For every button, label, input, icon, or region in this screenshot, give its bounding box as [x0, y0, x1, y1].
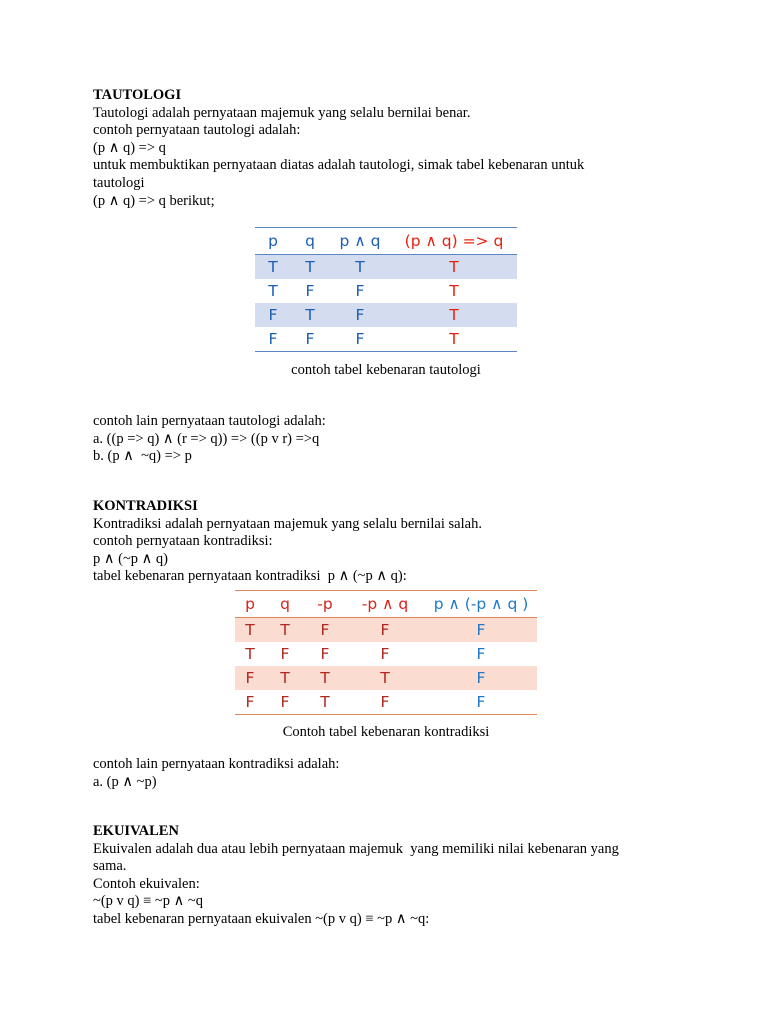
ekuivalen-section — [93, 823, 693, 929]
table-cell: T — [320, 693, 330, 711]
ekuivalen-definition-line2: sama. — [93, 858, 127, 875]
tautologi-other-examples — [93, 413, 693, 466]
table-cell: F — [305, 618, 345, 643]
table-cell: F — [425, 666, 537, 690]
kontradiksi-heading: KONTRADIKSI — [93, 498, 198, 514]
kontradiksi-definition: Kontradiksi adalah pernyataan majemuk yang selalu bernilai salah. — [93, 515, 482, 532]
tautologi-proof-line3: (p ∧ q) => q berikut; — [93, 192, 215, 209]
table-header-cell: q — [291, 228, 329, 255]
table-cell: T — [268, 282, 278, 300]
kontradiksi-example-intro: contoh pernyataan kontradiksi: — [93, 533, 273, 550]
table-cell: F — [235, 666, 265, 690]
table-cell: F — [425, 618, 537, 643]
table-cell: T — [449, 330, 459, 348]
tautologi-example-formula: (p ∧ q) => q — [93, 139, 166, 156]
table-cell: T — [235, 618, 265, 643]
kontradiksi-example-formula: p ∧ (~p ∧ q) — [93, 550, 168, 567]
table-cell: F — [476, 645, 486, 663]
tautologi-definition: Tautologi adalah pernyataan majemuk yang selalu bernilai benar. — [93, 104, 471, 121]
ekuivalen-table-intro: tabel kebenaran pernyataan ekuivalen ~(p v q) ≡ ~p ∧ ~q: — [93, 910, 430, 927]
kontradiksi-other-a: a. (p ∧ ~p) — [93, 773, 157, 790]
table-cell: T — [245, 645, 255, 663]
kontradiksi-other-examples — [93, 756, 693, 791]
table-cell: F — [245, 693, 255, 711]
table-cell: T — [265, 618, 305, 643]
document-page — [93, 87, 693, 378]
table-cell: T — [449, 282, 459, 300]
tautologi-other-intro: contoh lain pernyataan tautologi adalah: — [93, 413, 326, 429]
table-row — [255, 279, 517, 303]
table-cell: F — [476, 693, 486, 711]
table-cell: T — [345, 666, 425, 690]
table-cell: T — [329, 255, 391, 280]
table-cell: T — [291, 303, 329, 327]
ekuivalen-heading: EKUIVALEN — [93, 823, 179, 839]
table-row — [235, 666, 537, 690]
table-cell: F — [320, 645, 330, 663]
tautologi-table-caption: contoh tabel kebenaran tautologi — [291, 362, 481, 378]
table-row — [255, 255, 517, 280]
table-header-row — [255, 228, 517, 255]
table-cell: T — [255, 255, 291, 280]
table-cell: T — [305, 666, 345, 690]
table-cell: F — [305, 330, 315, 348]
table-header-cell: -p — [305, 591, 345, 618]
table-row — [235, 618, 537, 643]
kontradiksi-table-caption: Contoh tabel kebenaran kontradiksi — [282, 724, 490, 740]
table-cell: T — [391, 303, 517, 327]
table-cell: F — [329, 303, 391, 327]
table-cell: T — [265, 666, 305, 690]
tautologi-truth-table — [255, 227, 517, 352]
table-cell: F — [268, 330, 278, 348]
kontradiksi-section — [93, 498, 693, 586]
table-cell: F — [280, 693, 290, 711]
table-header-cell: p — [255, 228, 291, 255]
kontradiksi-table-intro: tabel kebenaran pernyataan kontradiksi p ∧ (~p ∧ q): — [93, 568, 407, 585]
tautologi-proof-line1: untuk membuktikan pernyataan diatas adalah tautologi, simak tabel kebenaran untuk — [93, 157, 585, 174]
table-cell: T — [391, 255, 517, 280]
tautologi-other-a: a. ((p => q) ∧ (r => q)) => ((p v r) =>q — [93, 430, 320, 447]
table-cell: F — [255, 303, 291, 327]
ekuivalen-definition-line1: Ekuivalen adalah dua atau lebih pernyataan majemuk yang memiliki nilai kebenaran yang — [93, 840, 619, 857]
table-cell: F — [380, 645, 390, 663]
table-row — [255, 327, 517, 352]
table-header-cell: q — [265, 591, 305, 618]
table-row — [255, 303, 517, 327]
tautologi-proof-line2: tautologi — [93, 174, 145, 191]
table-row — [235, 690, 537, 715]
tautologi-other-b: b. (p ∧ ~q) => p — [93, 448, 192, 465]
table-header-cell: p ∧ (-p ∧ q ) — [425, 591, 537, 618]
ekuivalen-example-intro: Contoh ekuivalen: — [93, 875, 200, 892]
table-cell: F — [380, 693, 390, 711]
tautologi-heading: TAUTOLOGI — [93, 87, 182, 103]
table-cell: T — [291, 255, 329, 280]
table-cell: F — [345, 618, 425, 643]
ekuivalen-example-formula: ~(p v q) ≡ ~p ∧ ~q — [93, 893, 203, 910]
table-header-cell: p ∧ q — [329, 228, 391, 255]
table-header-cell: -p ∧ q — [345, 591, 425, 618]
kontradiksi-other-intro: contoh lain pernyataan kontradiksi adalah: — [93, 756, 340, 772]
kontradiksi-truth-table — [235, 590, 537, 715]
table-cell: F — [280, 645, 290, 663]
table-cell: F — [355, 282, 365, 300]
table-cell: F — [355, 330, 365, 348]
table-header-cell: p — [235, 591, 265, 618]
table-header-cell: (p ∧ q) => q — [391, 228, 517, 255]
kontradiksi-truth-table-figure — [235, 590, 537, 742]
table-header-row — [235, 591, 537, 618]
table-row — [235, 642, 537, 666]
table-cell: F — [305, 282, 315, 300]
tautologi-example-intro: contoh pernyataan tautologi adalah: — [93, 122, 301, 139]
tautologi-truth-table-figure — [255, 227, 517, 380]
